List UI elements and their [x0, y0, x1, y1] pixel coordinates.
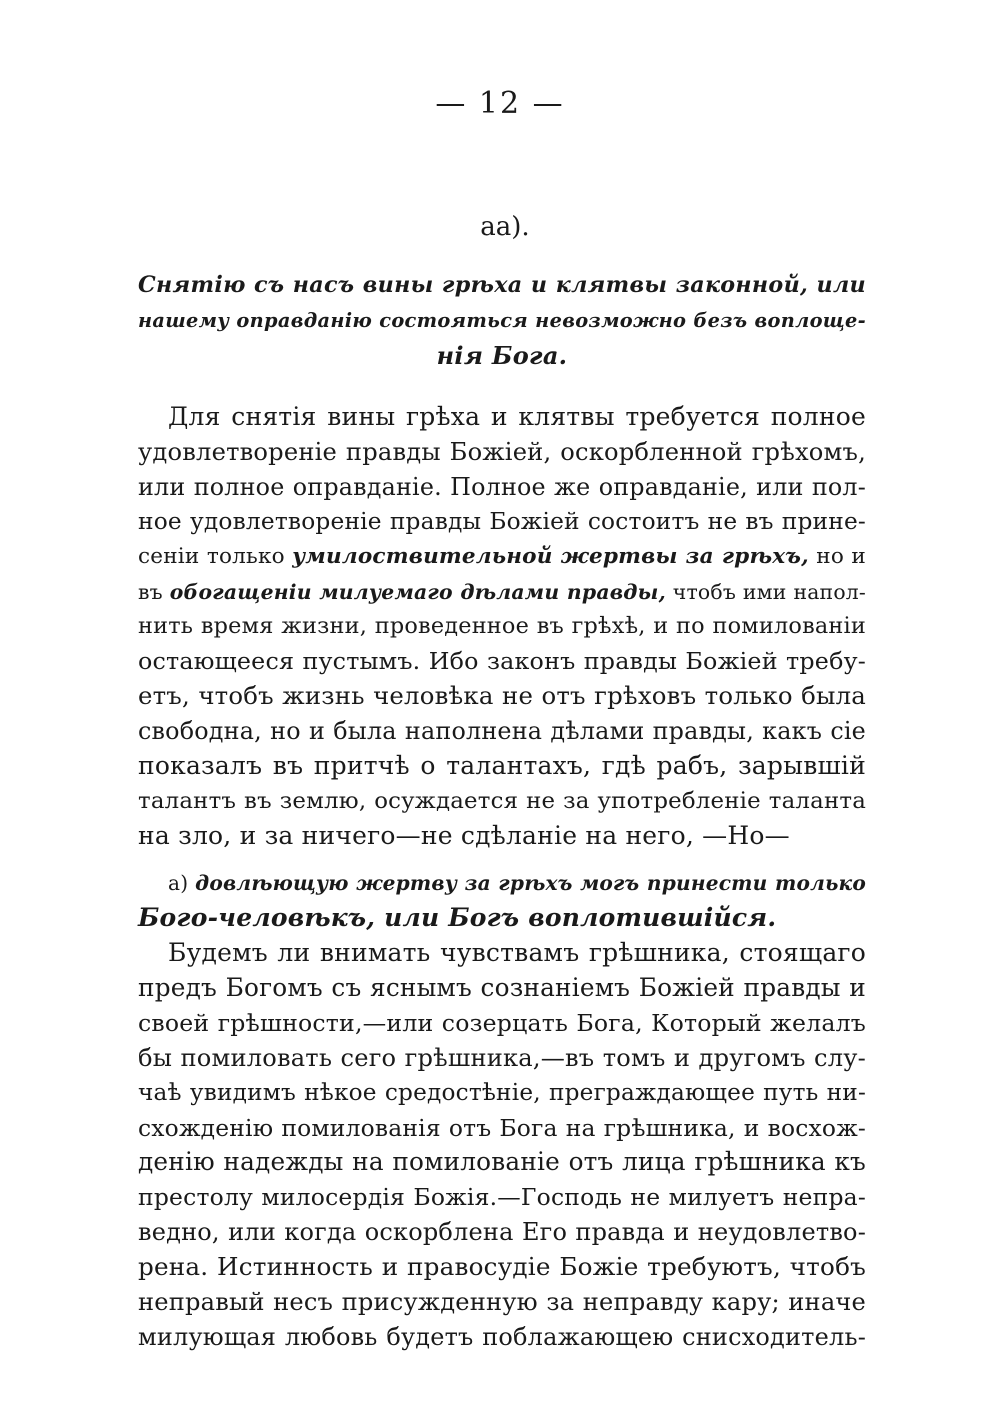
text-line: схожденію помилованія отъ Бога на грѣшника, и восхож- — [138, 1113, 866, 1142]
text-line: талантъ въ землю, осуждается не за употребленіе таланта — [138, 787, 866, 814]
paragraph-1 — [138, 400, 866, 854]
section-heading — [138, 268, 866, 373]
text-line — [138, 575, 866, 610]
text-line: удовлетвореніе правды Божіей, оскорбленной грѣхомъ, — [138, 437, 866, 466]
text-run: но и — [808, 543, 866, 569]
text-line: своей грѣшности,—или созерцать Бога, Который желалъ — [138, 1008, 866, 1037]
text-line: Бого-человѣкъ, или Богъ воплотившійся. — [138, 902, 777, 932]
text-line: Будемъ ли внимать чувствамъ грѣшника, стоящаго — [168, 938, 866, 967]
text-line: денію надежды на помилованіе отъ лица грѣшника къ — [138, 1147, 866, 1177]
heading-line: нашему оправданію состояться невозможно безъ воплоще- — [138, 309, 866, 332]
text-line: ное удовлетвореніе правды Божіей состоитъ не въ прине- — [138, 507, 866, 535]
text-line: милующая любовь будетъ поблажающею снисходитель- — [138, 1322, 866, 1351]
text-run: чтобъ ими напол- — [665, 579, 866, 604]
text-run: въ — [138, 579, 170, 604]
heading-line: нія Бога. — [436, 341, 568, 370]
text-line: чаѣ увидимъ нѣкое средостѣніе, преграждающее путь ни- — [138, 1078, 866, 1106]
text-line: рена. Истинность и правосудіе Божіе требуютъ, чтобъ — [138, 1252, 866, 1282]
page-number: — 12 — — [435, 86, 565, 121]
text-line: етъ, чтобъ жизнь человѣка не отъ грѣховъ только была — [138, 681, 866, 711]
emphasis-text: обогащеніи милуемаго дѣлами правды, — [169, 579, 666, 604]
section-label: aa). — [480, 212, 530, 242]
text-line: или полное оправданіе. Полное же оправданіе, или пол- — [138, 472, 866, 501]
emphasis-text: умилоствительной жертвы за грѣхъ, — [292, 543, 809, 569]
text-line — [138, 540, 866, 575]
text-line: остающееся пустымъ. Ибо законъ правды Божіей требу- — [138, 647, 866, 676]
emphasis-text: довлѣющую жертву за грѣхъ могъ принести только — [195, 871, 866, 895]
text-line: предъ Богомъ съ яснымъ сознаніемъ Божіей правды и — [138, 972, 866, 1002]
text-line: свободна, но и была наполнена дѣлами правды, какъ сіе — [138, 717, 866, 746]
paragraph-2-thesis — [138, 866, 866, 936]
text-line: ведно, или когда оскорблена Его правда и неудовлетво- — [138, 1218, 866, 1247]
paragraph-3 — [138, 936, 866, 1355]
text-line: престолу милосердія Божія.—Господь не милуетъ непра- — [138, 1183, 866, 1212]
text-run: сеніи только — [138, 543, 293, 569]
text-line: показалъ въ притчѣ о талантахъ, гдѣ рабъ, зарывшій — [138, 751, 866, 781]
heading-line: Снятію съ насъ вины грѣха и клятвы законной, или — [138, 272, 866, 298]
text-line — [138, 866, 866, 901]
text-line: на зло, и за ничего—не сдѣланіе на него, —Но— — [138, 820, 790, 850]
thesis-prefix: а) — [168, 871, 196, 895]
text-line: бы помиловать сего грѣшника,—въ томъ и другомъ слу- — [138, 1043, 866, 1072]
text-line: Для снятія вины грѣха и клятвы требуется полное — [168, 402, 866, 431]
text-line: нить время жизни, проведенное въ грѣхѣ, и по помилованіи — [138, 613, 866, 640]
text-line: неправый несъ присужденную за неправду кару; иначе — [138, 1288, 866, 1317]
